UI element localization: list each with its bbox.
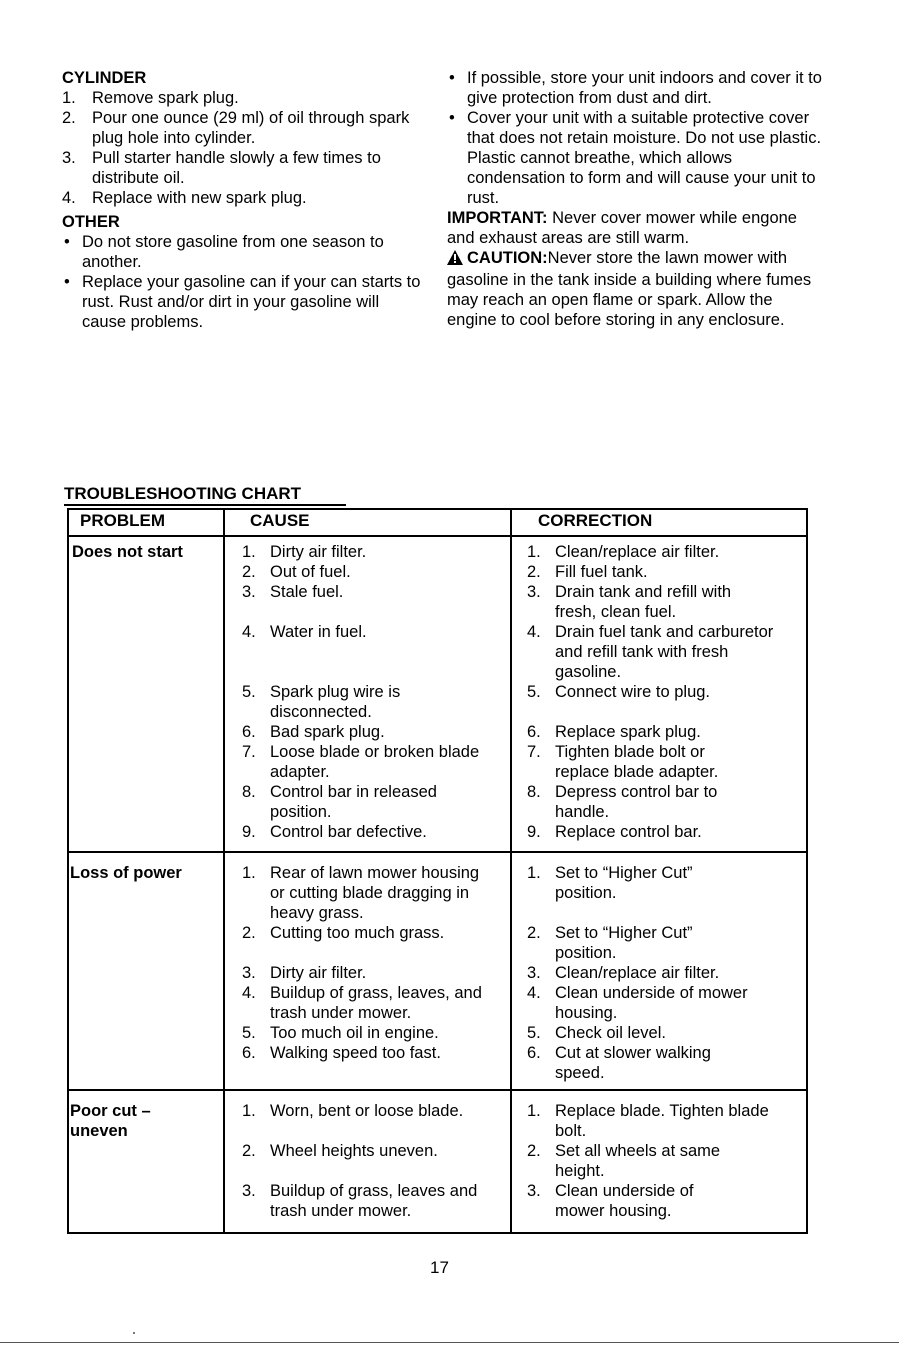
cause-item: 6. Walking speed too fast. — [242, 1044, 441, 1062]
header-cause: CAUSE — [250, 511, 310, 530]
correction-item: 6. Cut at slower walking speed. — [527, 1044, 711, 1082]
other-bullet: • Replace your gasoline can if your can starts to rust. Rust and/or dirt in your gasoline will cause problems. — [64, 273, 421, 331]
warning-triangle-icon — [447, 250, 463, 270]
correction-list — [527, 542, 799, 842]
correction-item: 2. Set to “Higher Cut” position. — [527, 924, 693, 962]
correction-item: 9. Replace control bar. — [527, 823, 702, 841]
storage-bullet: • Cover your unit with a suitable protective cover that does not retain moisture. Do not use plastic. Plastic cannot breathe, which allows condensation to form and will cause your unit to rust. — [449, 109, 822, 207]
correction-item: 2. Fill fuel tank. — [527, 563, 648, 581]
cause-item: 3. Buildup of grass, leaves and trash under mower. — [242, 1182, 478, 1220]
header-problem: PROBLEM — [80, 511, 165, 530]
correction-item: 4. Clean underside of mower housing. — [527, 984, 748, 1022]
other-heading: OTHER — [62, 213, 120, 231]
cause-item: 2. Out of fuel. — [242, 563, 351, 581]
caution-note: CAUTION:Never store the lawn mower with gasoline in the tank inside a building where fumes may reach an open flame or spark. Allow the engine to cool before storing in any enclosure. — [447, 249, 812, 329]
cylinder-step: 3. Pull starter handle slowly a few times to distribute oil. — [62, 149, 381, 187]
scan-speck — [133, 1332, 135, 1334]
problem-label: Loss of power — [70, 864, 182, 882]
cause-item: 4. Water in fuel. — [242, 623, 367, 641]
column-divider — [510, 508, 512, 1234]
page-bottom-edge — [0, 1342, 899, 1343]
cylinder-heading: CYLINDER — [62, 69, 147, 87]
problem-label: Poor cut – uneven — [70, 1102, 151, 1140]
storage-left-column — [62, 68, 422, 332]
cause-item: 1. Dirty air filter. — [242, 543, 367, 561]
correction-item: 3. Clean underside of mower housing. — [527, 1182, 694, 1220]
correction-list — [527, 1101, 799, 1221]
cause-item: 3. Stale fuel. — [242, 583, 344, 601]
storage-right-column — [447, 68, 822, 330]
cylinder-step: 2. Pour one ounce (29 ml) of oil through spark plug hole into cylinder. — [62, 109, 410, 147]
cylinder-step: 4. Replace with new spark plug. — [62, 189, 307, 207]
cause-item: 9. Control bar defective. — [242, 823, 427, 841]
header-rule — [67, 535, 808, 537]
cause-list — [242, 863, 497, 1063]
correction-item: 1. Clean/replace air filter. — [527, 543, 720, 561]
correction-item: 7. Tighten blade bolt or replace blade adapter. — [527, 743, 719, 781]
cause-item: 4. Buildup of grass, leaves, and trash under mower. — [242, 984, 482, 1022]
cause-item: 1. Worn, bent or loose blade. — [242, 1102, 464, 1120]
correction-item: 3. Clean/replace air filter. — [527, 964, 720, 982]
correction-list — [527, 863, 799, 1083]
cause-list — [242, 1101, 504, 1221]
correction-item: 6. Replace spark plug. — [527, 723, 701, 741]
problem-label: Does not start — [72, 543, 183, 561]
cause-item: 2. Cutting too much grass. — [242, 924, 445, 942]
correction-item: 1. Set to “Higher Cut” position. — [527, 864, 693, 902]
cause-item: 8. Control bar in released position. — [242, 783, 437, 821]
title-underline — [64, 504, 346, 506]
correction-item: 1. Replace blade. Tighten blade bolt. — [527, 1102, 769, 1140]
cause-item: 5. Spark plug wire is disconnected. — [242, 683, 401, 721]
cause-item: 7. Loose blade or broken blade adapter. — [242, 743, 480, 781]
correction-item: 8. Depress control bar to handle. — [527, 783, 718, 821]
cause-item: 6. Bad spark plug. — [242, 723, 385, 741]
cause-list — [242, 542, 497, 842]
row-rule — [67, 851, 808, 853]
header-correction: CORRECTION — [538, 511, 653, 530]
cylinder-step: 1. Remove spark plug. — [62, 89, 239, 107]
storage-bullet: • If possible, store your unit indoors and cover it to give protection from dust and dirt. — [449, 69, 822, 107]
correction-item: 5. Check oil level. — [527, 1024, 666, 1042]
cause-item: 3. Dirty air filter. — [242, 964, 367, 982]
page-number: 17 — [430, 1258, 449, 1277]
correction-item: 2. Set all wheels at same height. — [527, 1142, 721, 1180]
chart-title: TROUBLESHOOTING CHART — [64, 484, 302, 503]
important-note: IMPORTANT: Never cover mower while engone and exhaust areas are still warm. — [447, 209, 797, 247]
cause-item: 1. Rear of lawn mower housing or cutting blade dragging in heavy grass. — [242, 864, 480, 922]
correction-item: 3. Drain tank and refill with fresh, clean fuel. — [527, 583, 732, 621]
other-bullet: • Do not store gasoline from one season to another. — [64, 233, 384, 271]
cause-item: 5. Too much oil in engine. — [242, 1024, 439, 1042]
column-divider — [223, 508, 225, 1234]
cause-item: 2. Wheel heights uneven. — [242, 1142, 438, 1160]
row-rule — [67, 1089, 808, 1091]
correction-item: 4. Drain fuel tank and carburetor and refill tank with fresh gasoline. — [527, 623, 774, 681]
correction-item: 5. Connect wire to plug. — [527, 683, 711, 701]
